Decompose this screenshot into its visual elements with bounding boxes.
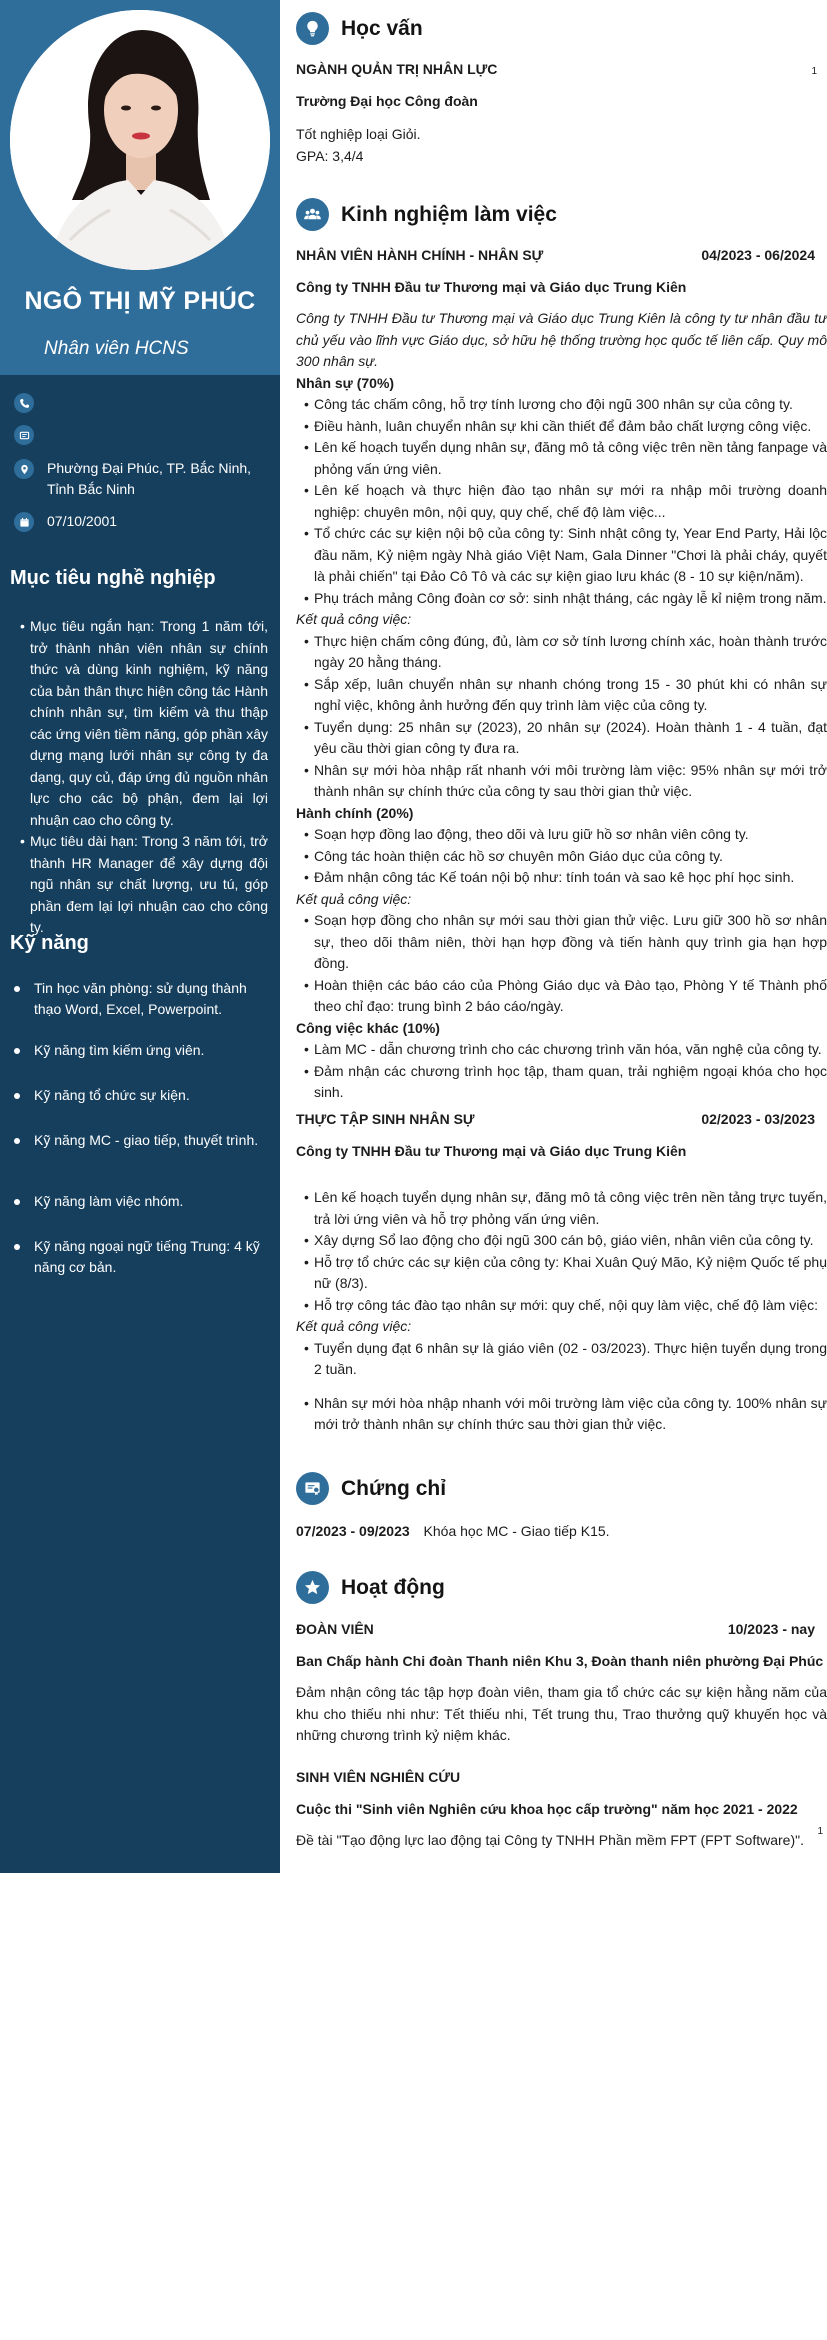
list-item: • Đảm nhận công tác Kế toán nội bộ như: tính toán và sao kê học phí học sinh. <box>296 867 827 889</box>
list-item: • Phụ trách mảng Công đoàn cơ sở: sinh nhật tháng, các ngày lễ kỉ niệm trong năm. <box>296 588 827 610</box>
activities-title: Hoạt động <box>341 1575 445 1599</box>
list-item: • Điều hành, luân chuyển nhân sự khi cần thiết để đảm bảo chất lượng công việc. <box>296 416 827 438</box>
list-item: • Nhân sự mới hòa nhập rất nhanh với môi trường làm việc: 95% nhân sự mới trở thành nhân sự chính thức của công ty sau thời gian thử việc. <box>296 760 827 803</box>
list-item: • Hoàn thiện các báo cáo của Phòng Giáo dục và Đào tạo, Phòng Y tế Thành phố theo chỉ đạo: trung bình 2 báo cáo/ngày. <box>296 975 827 1018</box>
calendar-icon <box>14 512 34 532</box>
list-item: • Lên kế hoạch tuyển dụng nhân sự, đăng mô tả công việc trên nền tảng trực tuyến, trả lời ứng viên và hỗ trợ phỏng vấn ứng viên. <box>296 1187 827 1230</box>
skill-text: Kỹ năng ngoại ngữ tiếng Trung: 4 kỹ năng cơ bản. <box>34 1238 260 1275</box>
skill-text: Tin học văn phòng: sử dụng thành thạo Word, Excel, Powerpoint. <box>34 980 247 1017</box>
education-title: Học vấn <box>341 16 423 40</box>
objective-item: • Mục tiêu dài hạn: Trong 3 năm tới, trở thành HR Manager để xây dựng đội ngũ nhân sự chất lượng, ưu tú, góp phần đem lại lợi nhuận cao cho công ty. <box>22 831 268 939</box>
activity-2-desc: Đề tài "Tạo động lực lao động tại Công ty TNHH Phần mềm FPT (FPT Software)". <box>296 1832 804 1848</box>
contact-address <box>14 458 270 511</box>
experience-title: Kinh nghiệm làm việc <box>341 202 557 226</box>
skill-item <box>12 1085 268 1106</box>
education-major: NGÀNH QUẢN TRỊ NHÂN LỰC <box>296 61 498 77</box>
job-1-other-list <box>296 1039 827 1104</box>
activity-1 <box>296 1619 827 1747</box>
activity-1-date: 10/2023 - nay <box>727 1621 815 1637</box>
objective-item: • Mục tiêu ngắn hạn: Trong 1 năm tới, trở thành nhân viên nhân sự chính thức và dùng kinh nghiệm, kỹ năng của bản thân thực hiện công tác Hành chính nhân sự, tìm kiếm và thu thập các ứng viên tiềm năng, góp phần xây dựng mạng lưới nhân sự công ty đa dạng, quy củ, đáp ứng đủ nguồn nhân lực cho các bộ phận, đem lại lợi nhuận cao cho công ty. <box>22 616 268 831</box>
job-1-hr-heading: Nhân sự (70%) <box>296 374 395 391</box>
skill-text: Kỹ năng tổ chức sự kiện. <box>34 1087 190 1103</box>
list-item: • Đảm nhận các chương trình học tập, tham quan, trải nghiệm ngoại khóa cho học sinh. <box>296 1061 827 1104</box>
education-school: Trường Đại học Công đoàn <box>296 92 478 109</box>
contact-birthday <box>14 511 270 532</box>
phone-icon <box>14 393 34 413</box>
skill-item <box>12 1191 268 1212</box>
contact-email <box>14 424 270 458</box>
skill-item <box>12 978 268 1020</box>
job-2-result-label: Kết quả công việc: <box>296 1318 412 1334</box>
list-item: • Công tác hoàn thiện các hồ sơ chuyên môn Giáo dục của công ty. <box>296 846 827 868</box>
job-1-result-label: Kết quả công việc: <box>296 611 412 627</box>
list-item: • Hỗ trợ tổ chức các sự kiện của công ty: Khai Xuân Quý Mão, Kỷ niệm Quốc tế phụ nữ (8/3). <box>296 1252 827 1295</box>
skill-text: Kỹ năng làm việc nhóm. <box>34 1193 184 1209</box>
avatar <box>10 10 270 270</box>
job-2-position: THỰC TẬP SINH NHÂN SỰ <box>296 1111 475 1127</box>
job-2 <box>296 1109 827 1436</box>
skill-text: Kỹ năng MC - giao tiếp, thuyết trình. <box>34 1132 259 1148</box>
profile-name: NGÔ THỊ MỸ PHÚC <box>24 287 256 315</box>
list-item: • Công tác chấm công, hỗ trợ tính lương cho đội ngũ 300 nhân sự của công ty. <box>296 394 827 416</box>
skill-item <box>12 1236 268 1278</box>
list-item: • Thực hiện chấm công đúng, đủ, làm cơ sở tính lương chính xác, hoàn thành trước ngày 20 hằng tháng. <box>296 631 827 674</box>
objective-title: Mục tiêu nghề nghiệp <box>10 567 216 589</box>
job-2-task-list <box>296 1187 827 1316</box>
job-1 <box>296 245 827 1104</box>
activity-1-org: Ban Chấp hành Chi đoàn Thanh niên Khu 3, Đoàn thanh niên phường Đại Phúc <box>296 1652 824 1669</box>
list-item: • Tuyển dụng: 25 nhân sự (2023), 20 nhân sự (2024). Hoàn thành 1 - 4 tuần, đạt yêu cầu thời gian công ty đưa ra. <box>296 717 827 760</box>
location-icon <box>14 459 34 479</box>
job-1-admin-heading: Hành chính (20%) <box>296 804 414 821</box>
job-1-hr-results <box>296 631 827 803</box>
bullet-dot <box>14 1244 20 1250</box>
skill-text: Kỹ năng tìm kiếm ứng viên. <box>34 1042 205 1058</box>
job-2-company: Công ty TNHH Đầu tư Thương mại và Giáo dục Trung Kiên <box>296 1142 687 1159</box>
contact-phone <box>14 392 270 424</box>
job-1-admin-results <box>296 910 827 1018</box>
star-icon <box>296 1571 329 1604</box>
team-icon <box>296 198 329 231</box>
job-2-results <box>296 1338 827 1436</box>
profile-role: Nhân viên HCNS <box>44 338 189 359</box>
bullet-dot <box>14 986 20 992</box>
job-1-company: Công ty TNHH Đầu tư Thương mại và Giáo dục Trung Kiên <box>296 278 687 295</box>
objective-list <box>22 616 268 939</box>
list-item: • Soạn hợp đồng lao động, theo dõi và lưu giữ hồ sơ nhân viên công ty. <box>296 824 827 846</box>
list-item: • Sắp xếp, luân chuyển nhân sự nhanh chóng trong 15 - 30 phút khi có nhân sự nghỉ việc, không ảnh hưởng đến quy trình làm việc của công ty. <box>296 674 827 717</box>
activities-header <box>296 1571 445 1604</box>
job-1-position: NHÂN VIÊN HÀNH CHÍNH - NHÂN SỰ <box>296 247 544 263</box>
certificate-date: 07/2023 - 09/2023 <box>296 1523 410 1539</box>
list-item: • Tổ chức các sự kiện nội bộ của công ty: Sinh nhật công ty, Year End Party, Hải lộc đầu năm, Kỷ niệm ngày Nhà giáo Việt Nam, Gala Dinner "Chơi là phải cháy, quyết là phải chiến" tại Đảo Cô Tô và các sự kiện giao lưu khác (8 - 10 sự kiện/năm). <box>296 523 827 588</box>
job-1-admin-list <box>296 824 827 889</box>
education-marker: 1 <box>811 66 817 77</box>
education-header <box>296 12 423 45</box>
certificate-icon <box>296 1472 329 1505</box>
contact-list <box>14 392 270 532</box>
job-1-other-heading: Công việc khác (10%) <box>296 1019 440 1036</box>
list-item: • Hỗ trợ công tác đào tạo nhân sự mới: quy chế, nội quy làm việc, chế độ làm việc: <box>296 1295 827 1317</box>
certificates-title: Chứng chỉ <box>341 1476 447 1500</box>
email-icon <box>14 425 34 445</box>
job-2-date: 02/2023 - 03/2023 <box>701 1111 815 1127</box>
skill-item <box>12 1130 268 1151</box>
activity-1-role: ĐOÀN VIÊN <box>296 1621 374 1637</box>
sidebar <box>0 0 280 1873</box>
list-item: • Soạn hợp đồng cho nhân sự mới sau thời gian thử việc. Lưu giữ 300 hồ sơ nhân sự, theo dõi thâm niên, thời hạn hợp đồng và tiến hành quy trình gia hạn hợp đồng. <box>296 910 827 975</box>
job-1-admin-result-label: Kết quả công việc: <box>296 890 412 907</box>
experience-header <box>296 198 557 231</box>
lightbulb-icon <box>296 12 329 45</box>
bullet-dot <box>14 1093 20 1099</box>
address-text: Phường Đại Phúc, TP. Bắc Ninh, Tỉnh Bắc Ninh <box>47 460 252 497</box>
list-item: • Xây dựng Sổ lao động cho đội ngũ 300 cán bộ, giáo viên, nhân viên của công ty. <box>296 1230 827 1252</box>
list-item: • Tuyển dụng đạt 6 nhân sự là giáo viên (02 - 03/2023). Thực hiện tuyển dụng trong 2 tuần. <box>296 1338 827 1381</box>
birthday-text: 07/10/2001 <box>47 513 118 529</box>
list-item: • Làm MC - dẫn chương trình cho các chương trình văn hóa, văn nghệ của công ty. <box>296 1039 827 1061</box>
activity-2 <box>296 1767 827 1852</box>
skill-item <box>12 1040 268 1061</box>
activity-2-marker: 1 <box>817 1826 823 1837</box>
certificates-header <box>296 1472 446 1505</box>
activity-2-org: Cuộc thi "Sinh viên Nghiên cứu khoa học cấp trường" năm học 2021 - 2022 <box>296 1800 798 1817</box>
education-result: Tốt nghiệp loại Giỏi. <box>296 126 421 142</box>
certificate-row <box>296 1521 827 1543</box>
bullet-dot <box>14 1048 20 1054</box>
bullet-dot <box>14 1138 20 1144</box>
activity-2-role: SINH VIÊN NGHIÊN CỨU <box>296 1769 461 1785</box>
job-1-intro: Công ty TNHH Đầu tư Thương mại và Giáo dục Trung Kiên là công ty tư nhân đầu tư chủ yếu vào lĩnh vực Giáo dục, sở hữu hệ thống trường học quốc tế liên cấp. Quy mô 300 nhân sự. <box>296 310 827 369</box>
job-1-hr-list <box>296 394 827 609</box>
education-block <box>296 59 827 167</box>
certificate-name: Khóa học MC - Giao tiếp K15. <box>423 1523 610 1539</box>
bullet-dot <box>14 1199 20 1205</box>
education-gpa: GPA: 3,4/4 <box>296 147 364 164</box>
skills-title: Kỹ năng <box>10 932 89 954</box>
profile-header <box>0 0 280 375</box>
avatar-photo <box>10 10 270 270</box>
job-1-date: 04/2023 - 06/2024 <box>701 247 815 263</box>
activity-1-desc: Đảm nhận công tác tập hợp đoàn viên, tham gia tổ chức các sự kiện hằng năm của khu cho thiếu nhi như: Tết thiếu nhi, Tết trung thu, Trao thưởng quỹ khuyến học và những chương trình kỷ niệm khác. <box>296 1684 827 1743</box>
list-item: • Lên kế hoạch và thực hiện đào tạo nhân sự mới ra nhập môi trường doanh nghiệp: chuyên môn, nội quy, quy chế, chế độ làm việc... <box>296 480 827 523</box>
list-item: • Lên kế hoạch tuyển dụng nhân sự, đăng mô tả công việc trên nền tảng fanpage và phỏng vấn ứng viên. <box>296 437 827 480</box>
list-item: • Nhân sự mới hòa nhập nhanh với môi trường làm việc của công ty. 100% nhân sự mới trở thành nhân sự chính thức sau thời gian thử việc. <box>296 1393 827 1436</box>
